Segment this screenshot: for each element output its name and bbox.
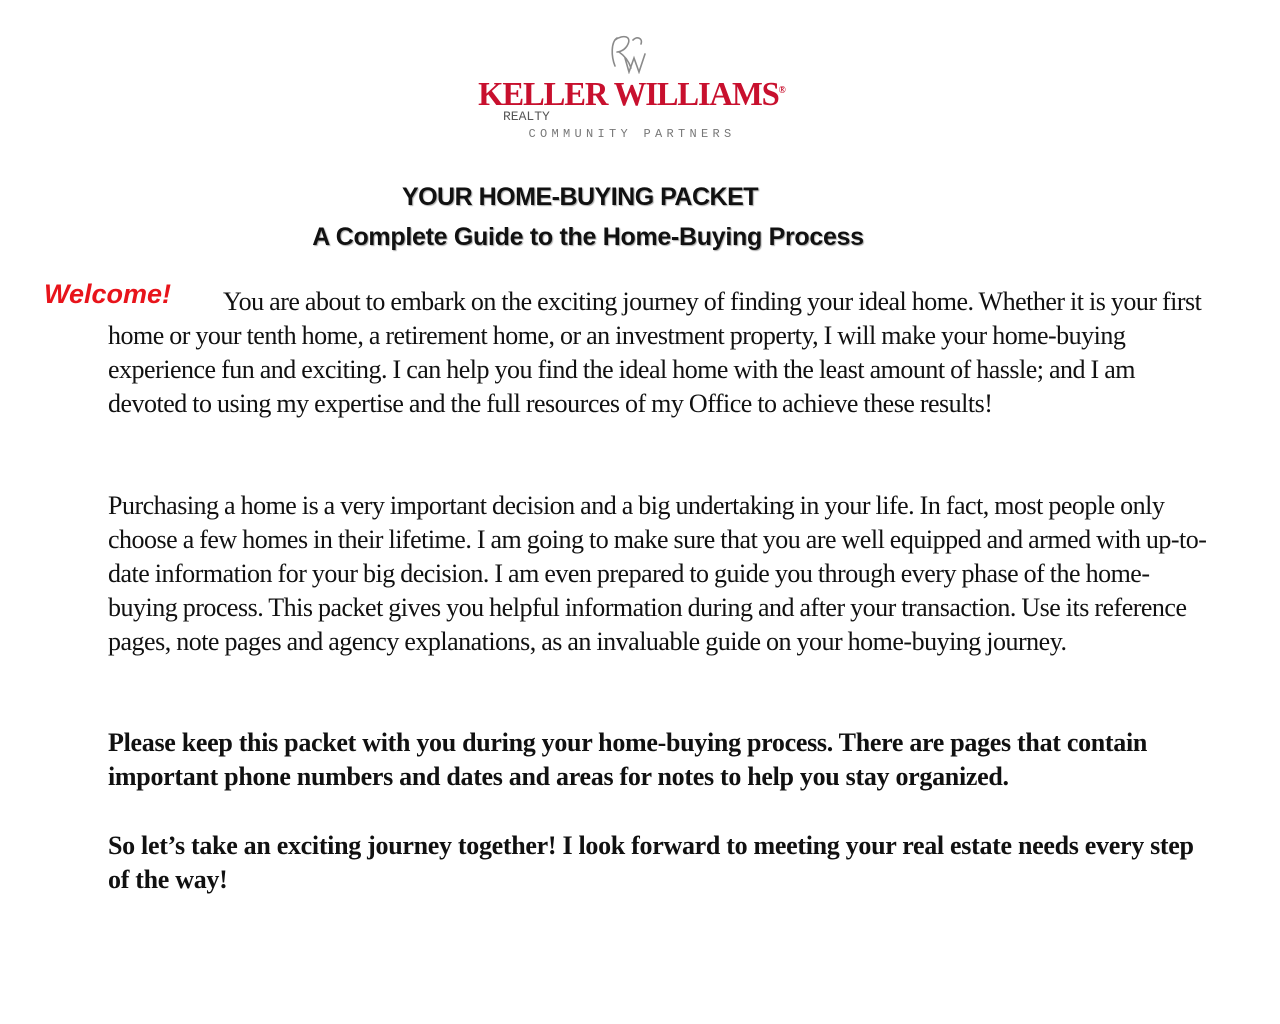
closing-paragraph: So let’s take an exciting journey together! I look forward to meeting your real estate needs every step of the way! <box>108 831 1194 894</box>
keep-packet-paragraph: Please keep this packet with you during your home-buying process. There are pages that contain important phone numbers and dates and areas for notes to help you stay organized. <box>108 728 1148 791</box>
kw-monogram-icon <box>603 32 653 74</box>
registered-mark: ® <box>778 85 786 96</box>
document-title: YOUR HOME-BUYING PACKET <box>401 183 759 211</box>
brand-realty: REALTY <box>503 109 550 124</box>
keller-williams-logo <box>462 32 802 147</box>
brand-office-name: COMMUNITY PARTNERS <box>528 127 736 141</box>
document-subtitle: A Complete Guide to the Home-Buying Process <box>312 223 864 251</box>
brand-name-text: KELLER WILLIAMS <box>478 76 779 113</box>
welcome-label: Welcome! <box>44 279 172 309</box>
brand-name <box>469 72 795 114</box>
intro-paragraph: You are about to embark on the exciting journey of finding your ideal home. Whether it is your first home or your tenth home, a retirement home, or an investment property, I will make your home-buying experience fun and exciting. I can help you find the ideal home with the least amount of hassle; and I am devoted to using my expertise and the full resources of my Office to achieve these results! <box>108 287 1202 418</box>
purchase-paragraph: Purchasing a home is a very important decision and a big undertaking in your life. In fact, most people only choose a few homes in their lifetime. I am going to make sure that you are well equipped and armed with up-to-date information for your big decision. I am even prepared to guide you through every phase of the home-buying process. This packet gives you helpful information during and after your transaction. Use its reference pages, note pages and agency explanations, as an invaluable guide on your home-buying journey. <box>108 491 1207 656</box>
